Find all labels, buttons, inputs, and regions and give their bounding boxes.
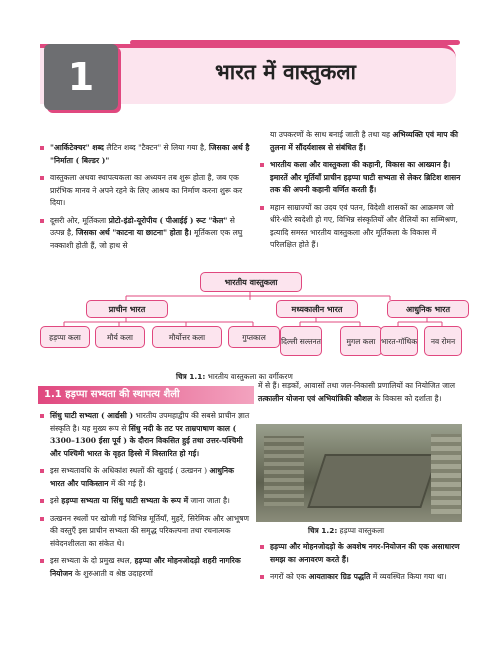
- caption-text: हड़प्पा वास्तुकला: [339, 526, 385, 535]
- text: में से हैं। सड़कों, आवासों तथा जल-निकासी प्रणालियों का नियोजित जाल: [258, 381, 456, 390]
- photo-wall: [431, 434, 461, 514]
- left-bottom-column: [38, 410, 250, 585]
- text: इस सभ्यतावधि के अधिकांश स्थलों की खुदाई ( उत्खनन ): [50, 466, 210, 475]
- diagram-harappan-art: हड़प्पा कला: [40, 326, 90, 348]
- diagram-mughal-art: मुगल कला: [340, 326, 382, 356]
- bold-text: हड़प्पा सभ्यता या सिंधु घाटी सभ्यता के रूप में: [61, 496, 189, 505]
- text: के शुरुआती व श्रेष्ठ उदाहरणों: [72, 568, 153, 578]
- bullet-item: [258, 159, 463, 197]
- right-bottom-column: [258, 541, 463, 589]
- text: से उत्पन्न है,: [50, 215, 235, 237]
- diagram-medieval-india: मध्यकालीन भारत: [276, 300, 358, 318]
- bold-text: जिसका अर्थ है "निर्माता ( बिल्डर )": [50, 143, 250, 165]
- diagram-indo-gothic: भारत-गॉथिक: [380, 326, 418, 356]
- diagram-post-mauryan-art: मौर्योत्तर कला: [152, 326, 222, 348]
- text: लैटिन शब्द "टैक्टन" से लिया गया है,: [103, 143, 209, 152]
- text: महान साम्राज्यों का उदय एवं पतन, विदेशी शासकों का आक्रमण जो धीरे-धीरे स्वदेशी हो गए, विभिन्न संस्कृतियों और शैलियों का सम्मिश्रण, इत्यादि समस्त भारतीय वास्तुकला और मूर्तिकला के विकास में परिलक्षित होते हैं।: [270, 202, 458, 249]
- bullet-item: [38, 513, 250, 551]
- bold-text: अभिव्यक्ति एवं माप की तुलना में सौंदर्यशास्त्र से संबंधित हैं।: [270, 130, 458, 152]
- text: नगरों को एक: [270, 572, 309, 581]
- bullet-item: [38, 495, 250, 508]
- diagram-mauryan-art: मौर्य कला: [95, 326, 145, 348]
- continued-paragraph: [258, 129, 463, 154]
- text: भारतीय उपमहाद्वीप की सबसे प्राचीन ज्ञात संस्कृति है। यह मुख्य रूप से: [50, 411, 250, 433]
- bullet-item: [38, 465, 250, 490]
- bullet-item: [38, 555, 250, 580]
- bullet-item: [38, 215, 250, 253]
- bullet-item: [38, 410, 250, 460]
- text: में व्यवस्थित किया गया था।: [370, 572, 447, 581]
- left-top-column: [38, 142, 250, 257]
- text: उत्खनन स्थलों पर खोजी गई विभिन्न मूर्तियाँ, मुहरें, सिरेमिक और आभूषण की वस्तुएँ इस प्राचीन सभ्यता की समृद्ध परिकल्पना तथा रचनात्मक संवेदनशीलता का संकेत थे।: [50, 513, 249, 548]
- text: जाना जाता है।: [188, 496, 230, 505]
- bold-text: आधुनिक भारत और पाकिस्तान: [50, 466, 234, 488]
- figure-2-caption: [308, 526, 384, 536]
- text: वास्तुकला अथवा स्थापत्यकला का अध्ययन तब शुरू होता है, जब एक प्रारंभिक मानव ने अपने रहने के लिए आश्रय का निर्माण करना शुरू कर दिया।: [50, 173, 243, 207]
- bold-text: जिसका अर्थ "काटना या छाटना" होता है।: [75, 228, 192, 237]
- text: दूसरी ओर, मूर्तिकला: [50, 215, 109, 225]
- bold-text: प्रोटो-इंडो-यूरोपीय ( पीआईई ) रूट "केल": [108, 215, 228, 225]
- chapter-number: 1: [44, 44, 118, 110]
- bold-text: आयताकार ग्रिड पद्धति: [308, 572, 371, 581]
- photo-tank: [307, 454, 439, 508]
- bold-text: हड़प्पा और मोहनजोदड़ो के अवशेष नगर-नियोजन की एक असाधारण समझ का अनावरण करते हैं।: [270, 542, 460, 564]
- harappa-photo: [256, 424, 462, 522]
- bold-text: "आर्किटेक्चर" शब्द: [50, 143, 104, 152]
- bold-text: सिंधु घाटी सभ्यता ( आर्द्यसी ): [50, 411, 134, 420]
- bullet-item: [258, 571, 463, 584]
- diagram-root: भारतीय वास्तुकला: [200, 272, 302, 292]
- continued-paragraph: [258, 380, 463, 405]
- diagram-modern-india: आधुनिक भारत: [387, 300, 469, 318]
- bullet-item: [38, 142, 250, 167]
- right-top-column: [258, 129, 463, 257]
- diagram-delhi-sultanate: दिल्ली सल्तनत: [280, 326, 322, 356]
- text: के विकास को दर्शाता है।: [372, 393, 442, 403]
- classification-diagram: [38, 268, 462, 368]
- section-heading: 1.1 हड़प्पा सभ्यता की स्थापत्य शैली: [38, 386, 254, 404]
- caption-label: चित्र 1.2:: [308, 526, 338, 535]
- caption-label: चित्र 1.1:: [176, 372, 206, 381]
- text: या उपकरणों के साथ बनाई जाती है तथा यह: [270, 130, 393, 139]
- bold-text: सिंधु नदी के तट पर ताम्रपाषाण काल ( 3300–1300 ईसा पूर्व ) के दौरान विकसित हुई तथा उत्तर-पश्चिमी और पश्चिमी भारत के वृहत हिस्से में विस्तारित हो गई।: [50, 423, 243, 458]
- bullet-item: [38, 172, 250, 210]
- text: में की गई है।: [108, 478, 146, 488]
- right-bottom-column-top: [258, 380, 463, 405]
- photo-steps: [264, 436, 304, 506]
- diagram-gupta-period: गुप्तकाल: [228, 326, 280, 348]
- chapter-title: भारत में वास्तुकला: [215, 60, 356, 84]
- bullet-item: [258, 202, 463, 252]
- text: इसे: [50, 496, 62, 505]
- text: इस सभ्यता के दो प्रमुख स्थल,: [50, 556, 135, 565]
- text: मूर्तिकला एक लघु नक्काशी होती हैं, जो हाथ से: [50, 228, 243, 250]
- diagram-neo-roman: नव रोमन: [424, 326, 462, 356]
- bold-text: तत्कालीन योजना एवं अभियांत्रिकी कौशल: [258, 393, 373, 403]
- caption-text: भारतीय वास्तुकला का वर्गीकरण: [207, 372, 293, 381]
- diagram-ancient-india: प्राचीन भारत: [86, 300, 168, 318]
- bold-text: भारतीय कला और वास्तुकला की कहानी, विकास का आख्यान है। इमारतें और मूर्तियाँ प्राचीन हड़प्पा घाटी सभ्यता से लेकर ब्रिटिश शासन तक की अपनी कहानी वर्णित करती हैं।: [270, 160, 461, 194]
- bold-text: हड़प्पा और मोहनजोदड़ो शहरी नागरिक नियोजन: [50, 556, 241, 578]
- bullet-item: [258, 541, 463, 566]
